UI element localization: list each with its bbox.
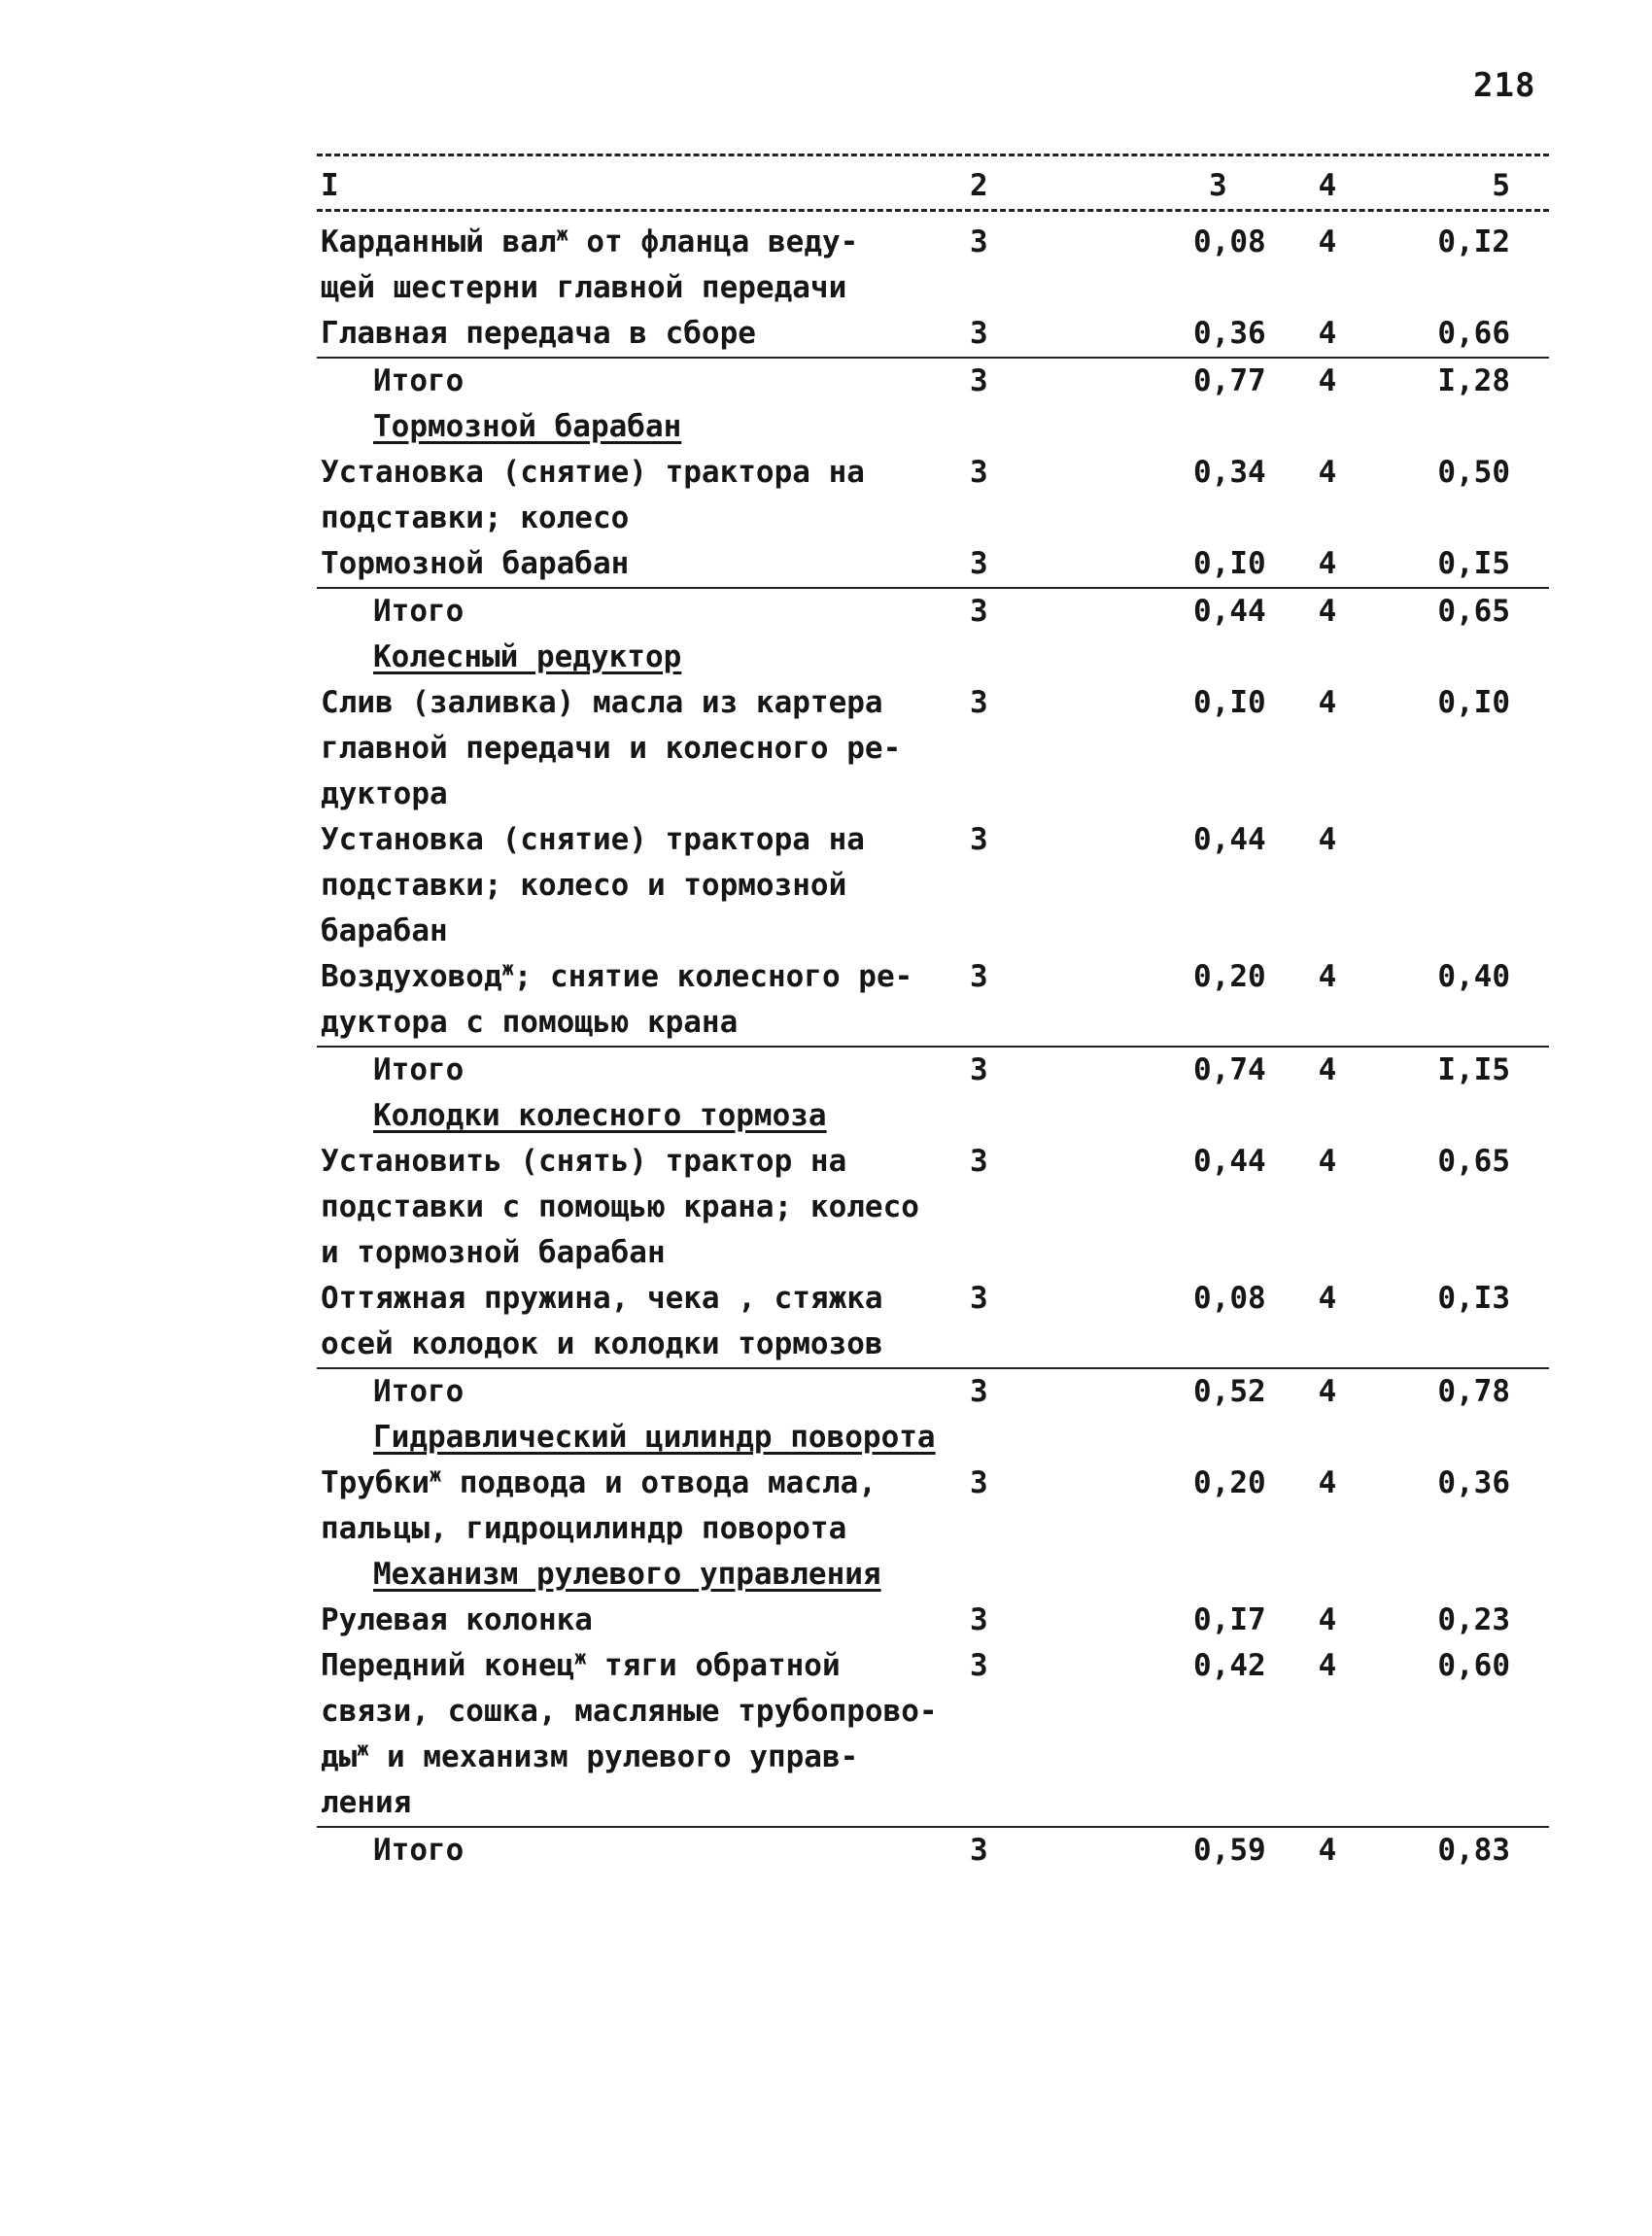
category-value: 3: [970, 1281, 988, 1316]
time-value: 0,34: [1193, 455, 1266, 490]
item-name-line: дуктора с помощью крана: [321, 1005, 739, 1040]
time-value-2: 0,65: [1437, 594, 1510, 629]
item-name-continuation: ; снятие колесного ре-: [513, 959, 913, 994]
table-row: [317, 954, 1549, 1046]
time-value: 0,20: [1193, 1465, 1266, 1500]
item-name-line: Главная передача в сборе: [321, 316, 756, 351]
item-name-line: Итого: [373, 1833, 465, 1868]
item-name: [317, 359, 939, 404]
time-value: 0,44: [1193, 594, 1266, 629]
footnote-mark: ж: [429, 1462, 442, 1487]
item-name: [317, 1461, 939, 1552]
time-value-2: 0,78: [1437, 1374, 1510, 1409]
time-value: 0,08: [1193, 1281, 1266, 1316]
item-name: [317, 817, 939, 954]
category-value: 3: [970, 822, 988, 857]
header-col-2: 2: [970, 168, 988, 203]
time-value-2: 0,23: [1437, 1602, 1510, 1637]
item-name-line: щей шестерни главной передачи: [321, 270, 847, 305]
table-row: [317, 311, 1549, 357]
item-name-line: Итого: [373, 363, 465, 398]
item-name-line: Итого: [373, 594, 465, 629]
item-name: [317, 541, 939, 587]
item-name-line: ления: [321, 1785, 412, 1820]
section-title: Гидравлический цилиндр поворота: [373, 1420, 936, 1455]
category-value: 3: [970, 1465, 988, 1500]
category-value: 3: [970, 1833, 988, 1868]
time-value: 0,20: [1193, 959, 1266, 994]
item-name: [317, 1369, 939, 1415]
item-name-line: Рулевая колонка: [321, 1602, 593, 1637]
item-name: [317, 954, 939, 1046]
item-name-line: и тормозной барабан: [321, 1235, 666, 1270]
item-name: [317, 589, 939, 635]
time-value: 0,59: [1193, 1833, 1266, 1868]
time-value-2: 0,65: [1437, 1144, 1510, 1179]
section-title: Тормозной барабан: [373, 409, 682, 444]
total-row: [317, 1046, 1549, 1093]
footnote-mark: ж: [357, 1737, 369, 1761]
item-name-line: Слив (заливка) масла из картера: [321, 685, 883, 720]
time-value: 0,52: [1193, 1374, 1266, 1409]
category-value: 3: [970, 594, 988, 629]
category-value-2: 4: [1318, 1833, 1337, 1868]
total-row: [317, 1826, 1549, 1874]
item-name-line: Итого: [373, 1374, 465, 1409]
category-value: 3: [970, 455, 988, 490]
footnote-mark: ж: [574, 1645, 587, 1669]
time-value: 0,74: [1193, 1052, 1266, 1087]
time-value-2: 0,66: [1437, 316, 1510, 351]
category-value-2: 4: [1318, 1602, 1337, 1637]
item-name-line: Итого: [373, 1052, 465, 1087]
table-body: [317, 212, 1549, 1874]
item-name-line: Тормозной барабан: [321, 546, 630, 581]
item-name-line: подставки с помощью крана; колесо: [321, 1189, 919, 1224]
category-value-2: 4: [1318, 546, 1337, 581]
time-value: 0,I0: [1193, 546, 1266, 581]
table-row: [317, 450, 1549, 541]
time-value: 0,I7: [1193, 1602, 1266, 1637]
time-value-2: 0,I3: [1437, 1281, 1510, 1316]
header-col-4: 4: [1318, 168, 1337, 203]
category-value-2: 4: [1318, 1374, 1337, 1409]
category-value-2: 4: [1318, 455, 1337, 490]
category-value: 3: [970, 685, 988, 720]
time-value: 0,77: [1193, 363, 1266, 398]
item-name-line: главной передачи и колесного ре-: [321, 731, 902, 766]
total-row: [317, 1367, 1549, 1415]
item-name-line: Карданный вал$^ж$ от фланца веду-: [321, 222, 859, 259]
footnote-mark: ж: [556, 222, 568, 246]
item-name-line: осей колодок и колодки тормозов: [321, 1326, 883, 1361]
time-value: 0,44: [1193, 1144, 1266, 1179]
table-row: [317, 541, 1549, 587]
section-title: Колодки колесного тормоза: [373, 1098, 827, 1133]
item-name: [317, 220, 939, 311]
category-value: 3: [970, 316, 988, 351]
table-row: [317, 220, 1549, 311]
item-name-line: Установка (снятие) трактора на: [321, 822, 865, 857]
table-row: [317, 1461, 1549, 1552]
section-title-row: [317, 404, 1549, 450]
section-title-row: [317, 1093, 1549, 1139]
time-value: 0,42: [1193, 1648, 1266, 1683]
time-value-2: 0,36: [1437, 1465, 1510, 1500]
category-value: 3: [970, 1144, 988, 1179]
section-title-row: [317, 1552, 1549, 1598]
item-name: [317, 1048, 939, 1093]
time-value: 0,36: [1193, 316, 1266, 351]
table-header-row: [317, 156, 1549, 209]
item-name: [317, 1598, 939, 1643]
time-value-2: I,28: [1437, 363, 1510, 398]
category-value: 3: [970, 1052, 988, 1087]
table-row: [317, 1643, 1549, 1826]
item-name-line: подставки; колесо и тормозной: [321, 868, 847, 903]
time-value-2: 0,50: [1437, 455, 1510, 490]
item-name-line: Передний конец$^ж$ тяги обратной: [321, 1645, 841, 1683]
category-value: 3: [970, 224, 988, 259]
total-row: [317, 357, 1549, 404]
category-value-2: 4: [1318, 1465, 1337, 1500]
item-name-continuation: и механизм рулевого управ-: [368, 1739, 859, 1774]
category-value: 3: [970, 363, 988, 398]
item-name: [317, 1828, 939, 1874]
item-name-line: Оттяжная пружина, чека , стяжка: [321, 1281, 883, 1316]
item-name-line: подставки; колесо: [321, 500, 630, 535]
item-name-line: Трубки$^ж$ подвода и отвода масла,: [321, 1462, 877, 1500]
time-value-2: 0,I2: [1437, 224, 1510, 259]
section-title: Механизм рулевого управления: [373, 1557, 881, 1592]
header-col-5: 5: [1492, 168, 1510, 203]
item-name-continuation: тяги обратной: [586, 1648, 841, 1683]
category-value-2: 4: [1318, 594, 1337, 629]
footnote-mark: ж: [501, 956, 514, 980]
item-name: [317, 1276, 939, 1367]
item-name: [317, 1643, 939, 1826]
category-value: 3: [970, 546, 988, 581]
time-value-2: 0,60: [1437, 1648, 1510, 1683]
item-name-line: связи, сошка, масляные трубопрово-: [321, 1694, 938, 1729]
category-value-2: 4: [1318, 1144, 1337, 1179]
item-name-line: Воздуховод$^ж$; снятие колесного ре-: [321, 956, 913, 994]
time-value: 0,44: [1193, 822, 1266, 857]
work-table: [317, 154, 1549, 1874]
item-name-line: дуктора: [321, 776, 448, 811]
category-value: 3: [970, 959, 988, 994]
item-name-line: Установить (снять) трактор на: [321, 1144, 847, 1179]
page-number: 218: [1473, 66, 1536, 105]
time-value-2: 0,I5: [1437, 546, 1510, 581]
category-value: 3: [970, 1648, 988, 1683]
item-name-line: Установка (снятие) трактора на: [321, 455, 865, 490]
category-value-2: 4: [1318, 363, 1337, 398]
item-name-continuation: от фланца веду-: [568, 224, 859, 259]
total-row: [317, 587, 1549, 635]
item-name: [317, 1139, 939, 1276]
category-value-2: 4: [1318, 224, 1337, 259]
category-value: 3: [970, 1374, 988, 1409]
category-value-2: 4: [1318, 1281, 1337, 1316]
item-name-line: барабан: [321, 913, 448, 948]
table-row: [317, 680, 1549, 817]
section-title: Колесный редуктор: [373, 639, 682, 674]
item-name: [317, 311, 939, 357]
time-value-2: 0,I0: [1437, 685, 1510, 720]
section-title-row: [317, 635, 1549, 680]
category-value-2: 4: [1318, 685, 1337, 720]
header-col-1: I: [321, 168, 339, 203]
time-value-2: 0,40: [1437, 959, 1510, 994]
time-value: 0,I0: [1193, 685, 1266, 720]
category-value-2: 4: [1318, 1052, 1337, 1087]
item-name: [317, 450, 939, 541]
time-value: 0,08: [1193, 224, 1266, 259]
category-value: 3: [970, 1602, 988, 1637]
item-name-line: $ды^ж$ и механизм рулевого управ-: [321, 1737, 859, 1774]
header-col-3: 3: [1209, 168, 1227, 203]
item-name-continuation: подвода и отвода масла,: [441, 1465, 877, 1500]
table-row: [317, 1598, 1549, 1643]
item-name-line: пальцы, гидроцилиндр поворота: [321, 1511, 847, 1546]
category-value-2: 4: [1318, 822, 1337, 857]
table-row: [317, 817, 1549, 954]
category-value-2: 4: [1318, 316, 1337, 351]
time-value-2: 0,83: [1437, 1833, 1510, 1868]
table-row: [317, 1139, 1549, 1276]
section-title-row: [317, 1415, 1549, 1461]
table-row: [317, 1276, 1549, 1367]
item-name: [317, 680, 939, 817]
category-value-2: 4: [1318, 1648, 1337, 1683]
time-value-2: I,I5: [1437, 1052, 1510, 1087]
category-value-2: 4: [1318, 959, 1337, 994]
